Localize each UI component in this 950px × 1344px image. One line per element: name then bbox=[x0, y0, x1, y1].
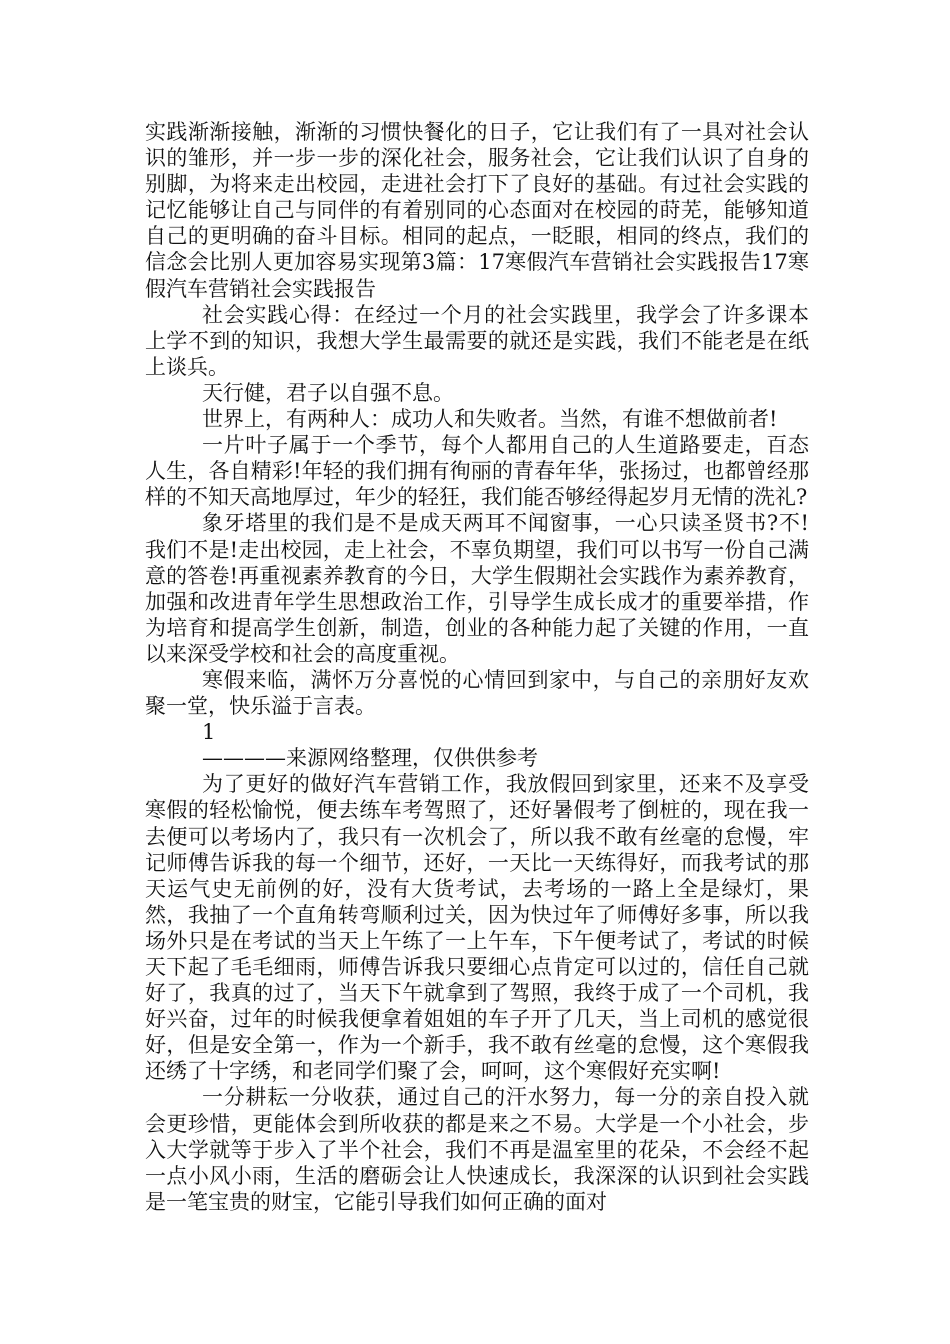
paragraph: 世界上，有两种人：成功人和失败者。当然，有谁不想做前者! bbox=[202, 407, 778, 432]
paragraph: 天行健，君子以自强不息。 bbox=[202, 380, 454, 405]
paragraph: 为了更好的做好汽车营销工作，我放假回到家里，还来不及享受寒假的轻松愉悦，便去练车考驾照了，还好暑假考了倒桩的，现在我一去便可以考场内了，我只有一次机会了，所以我不敢有丝毫的怠慢，牢记师傅告诉我的每一个细节，还好，一天比一天练得好，而我考试的那天运气史无前例的好，没有大货考试，去考场的一路上全是绿灯，果然，我抽了一个直角转弯顺利过关，因为快过年了师傅好多事，所以我场外只是在考试的当天上午练了一上午车，下午便考试了，考试的时候天下起了毛毛细雨，师傅告诉我只要细心点肯定可以过的，信任自己就好了，我真的过了，当天下午就拿到了驾照，我终于成了一个司机，我好兴奋，过年的时候我便拿着姐姐的车子开了几天，当上司机的感觉很好，但是安全第一，作为一个新手，我不敢有丝毫的怠慢，这个寒假我还绣了十字绣，和老同学们聚了会，呵呵，这个寒假好充实啊! bbox=[145, 772, 809, 1084]
paragraph: 社会实践心得：在经过一个月的社会实践里，我学会了许多课本上学不到的知识，我想大学生最需要的就还是实践，我们不能老是在纸上谈兵。 bbox=[145, 302, 809, 379]
paragraph: 寒假来临，满怀万分喜悦的心情回到家中，与自己的亲朋好友欢聚一堂，快乐溢于言表。 bbox=[145, 667, 809, 719]
paragraph: 一分耕耘一分收获，通过自己的汗水努力，每一分的亲自投入就会更珍惜，更能体会到所收获的都是来之不易。大学是一个小社会，步入大学就等于步入了半个社会，我们不再是温室里的花朵，不会经不起一点小风小雨，生活的磨砺会让人快速成长，我深深的认识到社会实践是一笔宝贵的财宝，它能引导我们如何正确的面对 bbox=[145, 1085, 809, 1214]
paragraph: 实践渐渐接触，渐渐的习惯快餐化的日子，它让我们有了一具对社会认识的雏形，并一步一步的深化社会，服务社会，它让我们认识了自身的别脚，为将来走出校园，走进社会打下了良好的基础。有过社会实践的记忆能够让自己与同伴的有着别同的心态面对在校园的莳芜，能够知道自己的更明确的奋斗目标。相同的起点，一眨眼，相同的终点，我们的信念会比别人更加容易实现第3篇：17寒假汽车营销社会实践报告17寒假汽车营销社会实践报告 bbox=[145, 120, 809, 301]
source-note: ————来源网络整理，仅供供参考 bbox=[202, 746, 538, 771]
paragraph: 象牙塔里的我们是不是成天两耳不闻窗事，一心只读圣贤书?不!我们不是!走出校园，走上社会，不辜负期望，我们可以书写一份自己满意的答卷!再重视素养教育的今日，大学生假期社会实践作为素养教育，加强和改进青年学生思想政治工作，引导学生成长成才的重要举措，作为培育和提高学生创新，制造，创业的各种能力起了关键的作用，一直以来深受学校和社会的高度重视。 bbox=[145, 511, 809, 666]
page-number: 1 bbox=[202, 720, 216, 745]
document-body bbox=[145, 119, 809, 1215]
paragraph: 一片叶子属于一个季节，每个人都用自己的人生道路要走，百态人生，各自精彩!年轻的我们拥有徇丽的青春年华，张扬过，也都曾经那样的不知天高地厚过，年少的轻狂，我们能否够经得起岁月无情的洗礼? bbox=[145, 433, 809, 510]
